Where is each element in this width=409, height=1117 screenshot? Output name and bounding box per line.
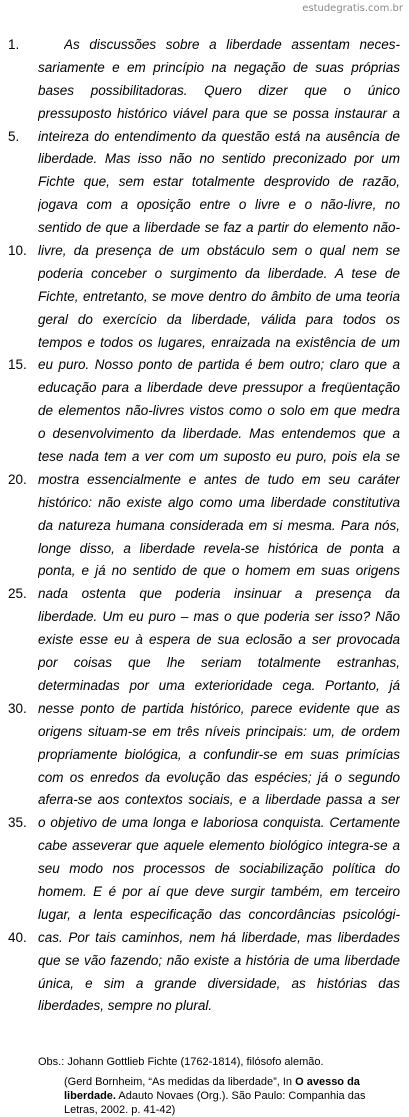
line-text: pressuposto histórico viável para que se possa instaurar a (38, 105, 400, 121)
passage-line (0, 356, 409, 379)
line-text: de elementos não-livres vistos como o solo em que medra (38, 403, 400, 419)
line-number: 15. (8, 357, 27, 373)
line-text: homem. E é por aí que deve surgir também, em terceiro (38, 883, 400, 899)
line-number: 20. (8, 471, 27, 487)
line-text: com os enredos da evolução das espécies; já o segundo (38, 769, 400, 785)
line-text: seu modo nos processos de sociabilização política do (38, 861, 400, 877)
passage-line (0, 311, 409, 334)
line-text: nesse ponto de partida histórico, parece evidente que as (38, 700, 400, 716)
line-text: por coisas que lhe seriam totalmente estranhas, (38, 655, 400, 671)
site-watermark: estudegratis.com.br (302, 3, 403, 14)
line-text: o desenvolvimento da liberdade. Mas entendemos que a (38, 426, 400, 442)
citation-title: O avesso da liberdade. (64, 1076, 360, 1102)
passage-line (0, 105, 409, 128)
passage-line (0, 448, 409, 471)
passage-line (0, 975, 409, 998)
passage-line (0, 196, 409, 219)
passage-line (0, 723, 409, 746)
line-text: ponta, e já no sentido de que o homem em suas origens (38, 563, 400, 579)
line-text: longe disso, a liberdade revela-se histórica de ponta a (38, 540, 400, 556)
passage-line (0, 906, 409, 929)
passage-line (0, 997, 409, 1020)
passage-text (0, 36, 409, 1020)
passage-line (0, 59, 409, 82)
passage-line (0, 952, 409, 975)
citation-part-2: Adauto Novaes (Org.). São Paulo: Companhia das Letras, 2002. p. 41-42) (64, 1090, 366, 1116)
passage-line (0, 494, 409, 517)
passage-line (0, 608, 409, 631)
passage-line (0, 288, 409, 311)
passage-line (0, 883, 409, 906)
line-text: sentido de que a liberdade se faz a partir do elemento não- (38, 220, 400, 236)
line-text: aferra-se aos contextos sociais, e a liberdade passa a ser (38, 792, 400, 808)
line-text: Fichte que, sem estar totalmente desprovido de razão, (38, 174, 400, 190)
passage-line (0, 791, 409, 814)
line-text: da natureza humana considerada em si mesma. Para nós, (38, 517, 400, 533)
passage-line (0, 746, 409, 769)
passage-line (0, 540, 409, 563)
passage-line (0, 379, 409, 402)
passage-line (0, 585, 409, 608)
passage-line (0, 814, 409, 837)
line-text: origens situam-se em três níveis principais: um, de ordem (38, 723, 400, 739)
passage-line (0, 219, 409, 242)
passage-line (0, 700, 409, 723)
passage-line (0, 425, 409, 448)
passage-line (0, 150, 409, 173)
line-text: nada ostenta que poderia insinuar a presença da (38, 586, 400, 602)
passage-line (0, 517, 409, 540)
passage-line (0, 654, 409, 677)
passage-line (0, 173, 409, 196)
passage-line (0, 769, 409, 792)
line-text: cabe asseverar que aquele elemento biológico integra-se a (38, 838, 400, 854)
line-text: cas. Por tais caminhos, nem há liberdade, mas liberdades (38, 929, 400, 945)
citation-part-1: (Gerd Bornheim, “As medidas da liberdade”, In (64, 1076, 296, 1088)
line-text: existe esse eu à espera de sua eclosão a ser provocada (38, 632, 400, 648)
passage-line (0, 677, 409, 700)
line-text: propriamente biológica, a confundir-se em suas primícias (38, 746, 400, 762)
line-text: histórico: não existe algo como uma liberdade constitutiva (38, 494, 400, 510)
passage-line (0, 128, 409, 151)
passage-line (0, 36, 409, 59)
line-text: liberdade. Mas isso não no sentido preconizado por um (38, 151, 400, 167)
line-text: mostra essencialmente e antes de tudo em seu caráter (38, 471, 400, 487)
line-text: bases possibilitadoras. Quero dizer que o único (38, 82, 400, 98)
line-number: 5. (8, 128, 20, 144)
line-number: 30. (8, 700, 27, 716)
line-number: 10. (8, 243, 27, 259)
line-text: que se vão fazendo; não existe a história de uma liberdade (38, 952, 400, 968)
passage-line (0, 402, 409, 425)
line-text: poderia conceber o surgimento da liberdade. A tese de (38, 265, 400, 281)
line-text: educação para a liberdade deve pressupor a freqüentação (38, 380, 400, 396)
passage-line (0, 471, 409, 494)
passage-line (0, 265, 409, 288)
line-text: o objetivo de uma longa e laboriosa conquista. Certamente (38, 815, 400, 831)
passage-line (0, 631, 409, 654)
passage-line (0, 82, 409, 105)
citation (64, 1075, 399, 1117)
line-text: tese nada tem a ver com um suposto eu puro, pois ela se (38, 449, 400, 465)
passage-line (0, 837, 409, 860)
line-text: eu puro. Nosso ponto de partida é bem outro; claro que a (38, 357, 400, 373)
line-text: jogava com a oposição entre o livre e o não-livre, no (38, 197, 400, 213)
line-text: liberdades, sempre no plural. (38, 998, 213, 1014)
passage-line (0, 929, 409, 952)
line-number: 40. (8, 929, 27, 945)
line-text: única, e sim a grande diversidade, as histórias das (38, 975, 400, 991)
line-text: inteireza do entendimento da questão está na ausência de (38, 128, 400, 144)
line-text: As discussões sobre a liberdade assentam neces- (64, 37, 400, 52)
line-text: geral do exercício da liberdade, válida para todos os (38, 311, 400, 327)
line-text: tempos e todos os lugares, enraizada na existência de um (38, 334, 400, 350)
line-text: sariamente e em princípio na negação de suas próprias (38, 59, 400, 75)
line-number: 25. (8, 586, 27, 602)
line-number: 1. (8, 37, 20, 52)
line-text: Fichte, entretanto, se move dentro do âmbito de uma teoria (38, 288, 400, 304)
passage-line (0, 562, 409, 585)
footnote-obs: Obs.: Johann Gottlieb Fichte (1762-1814), filósofo alemão. (38, 1056, 324, 1068)
line-text: livre, da presença de um obstáculo sem o qual nem se (38, 243, 400, 259)
line-number: 35. (8, 815, 27, 831)
line-text: determinadas por uma exterioridade cega. Portanto, já (38, 677, 400, 693)
passage-line (0, 242, 409, 265)
passage-line (0, 860, 409, 883)
line-text: liberdade. Um eu puro – mas o que poderia ser isso? Não (38, 609, 400, 625)
passage-line (0, 334, 409, 357)
line-text: lugar, a lenta especificação das concordâncias psicológi- (38, 906, 400, 922)
